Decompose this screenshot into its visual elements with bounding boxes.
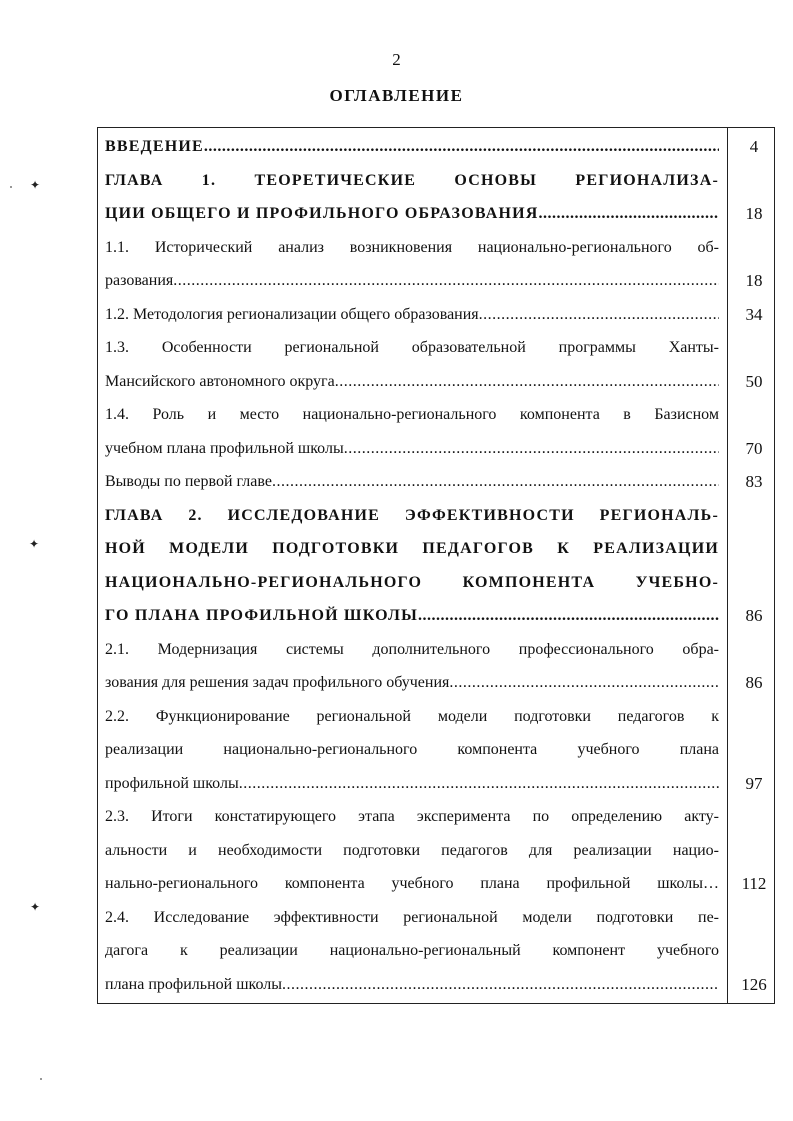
toc-page-number: 86 <box>728 499 775 633</box>
margin-speck <box>40 1078 42 1080</box>
toc-entry-text: учебном плана профильной школы <box>105 439 344 457</box>
toc-page-number: 126 <box>728 901 775 1004</box>
toc-entry-text: профильной школы <box>105 774 239 792</box>
toc-entry-text: Выводы по первой главе <box>105 473 272 490</box>
toc-entry-text: НАЦИОНАЛЬНО-РЕГИОНАЛЬНОГО КОМПОНЕНТА УЧЕБНО- <box>105 573 719 591</box>
toc-page-number: 112 <box>728 800 775 901</box>
toc-entry-section-1-3 <box>98 331 775 398</box>
toc-page-number: 86 <box>728 633 775 700</box>
toc-entry-text: 1.3. Особенности региональной образовательной программы Ханты- <box>105 339 719 356</box>
margin-mark-3: ✦ <box>30 900 41 914</box>
margin-mark-1: ✦ <box>30 178 41 192</box>
margin-speck <box>10 186 12 188</box>
toc-entry-text: 1.2. Методология регионализации общего образования <box>105 305 479 323</box>
table-of-contents <box>97 127 775 1004</box>
toc-page-number: 18 <box>728 164 775 231</box>
toc-entry-text: реализации национально-регионального компонента учебного плана <box>105 741 719 758</box>
toc-page-number: 4 <box>728 128 775 164</box>
toc-entry-text: дагога к реализации национально-региональный компонент учебного <box>105 942 719 959</box>
page-number: 2 <box>392 50 401 69</box>
toc-entry-introduction <box>98 128 775 164</box>
page-title: ОГЛАВЛЕНИЕ <box>329 86 464 105</box>
toc-entry-text: ГЛАВА 1. ТЕОРЕТИЧЕСКИЕ ОСНОВЫ РЕГИОНАЛИЗА- <box>105 171 719 189</box>
toc-entry-text: зования для решения задач профильного обучения <box>105 674 450 691</box>
toc-page-number: 34 <box>728 298 775 332</box>
toc-entry-text: 2.1. Модернизация системы дополнительного профессионального обра- <box>105 640 719 658</box>
toc-entry-text: ЦИИ ОБЩЕГО И ПРОФИЛЬНОГО ОБРАЗОВАНИЯ <box>105 205 539 222</box>
toc-entry-text: ГЛАВА 2. ИССЛЕДОВАНИЕ ЭФФЕКТИВНОСТИ РЕГИОНАЛЬ- <box>105 506 719 524</box>
toc-entry-text: НОЙ МОДЕЛИ ПОДГОТОВКИ ПЕДАГОГОВ К РЕАЛИЗАЦИИ <box>105 540 719 557</box>
toc-entry-section-2-2 <box>98 700 775 801</box>
toc-entry-text: 1.1. Исторический анализ возникновения национально-регионального об- <box>105 238 719 256</box>
toc-page-number: 83 <box>728 465 775 499</box>
toc-entry-text: ВВЕДЕНИЕ <box>105 138 204 155</box>
toc-entry-section-2-4 <box>98 901 775 1004</box>
toc-entry-section-2-3 <box>98 800 775 901</box>
toc-page-number: 18 <box>728 231 775 298</box>
toc-page-number: 50 <box>728 331 775 398</box>
toc-entry-text: нально-регионального компонента учебного плана профильной школы… <box>105 875 719 892</box>
toc-entry-text: 1.4. Роль и место национально-регионального компонента в Базисном <box>105 406 719 423</box>
toc-entry-text: 2.3. Итоги констатирующего этапа эксперимента по определению акту- <box>105 808 719 825</box>
margin-mark-2: ✦ <box>29 537 40 551</box>
toc-entry-text: 2.2. Функционирование региональной модели подготовки педагогов к <box>105 707 719 725</box>
toc-entry-chapter-2 <box>98 499 775 633</box>
toc-entry-chapter-1 <box>98 164 775 231</box>
toc-entry-section-1-2 <box>98 298 775 332</box>
toc-entry-text: 2.4. Исследование эффективности региональной модели подготовки пе- <box>105 908 719 926</box>
toc-page-number: 97 <box>728 700 775 801</box>
toc-entry-conclusions-1 <box>98 465 775 499</box>
toc-entry-section-1-4 <box>98 398 775 465</box>
toc-entry-text: ГО ПЛАНА ПРОФИЛЬНОЙ ШКОЛЫ <box>105 607 418 624</box>
toc-entry-section-1-1 <box>98 231 775 298</box>
toc-entry-section-2-1 <box>98 633 775 700</box>
toc-entry-text: плана профильной школы <box>105 975 283 993</box>
toc-entry-text: разования <box>105 272 174 289</box>
toc-entry-text: Мансийского автономного округа <box>105 372 335 390</box>
toc-entry-text: альности и необходимости подготовки педагогов для реализации нацио- <box>105 841 719 859</box>
toc-page-number: 70 <box>728 398 775 465</box>
